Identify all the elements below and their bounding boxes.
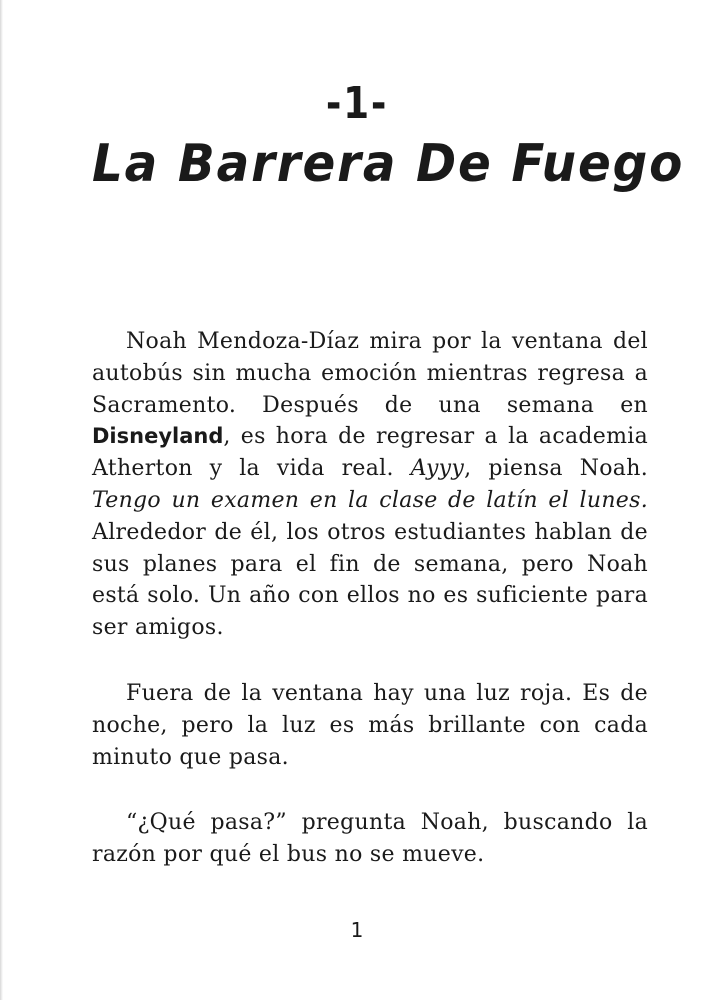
paragraph-1-part-3: , piensa Noah. xyxy=(464,456,648,482)
paragraph-1-part-2: , es hora de regresar a la academia Atherton y la vida real. xyxy=(92,424,648,482)
body-text xyxy=(92,326,648,905)
paragraph-1-italic-exclamation: Ayyy xyxy=(410,456,465,482)
paragraph-1-part-1: Noah Mendoza-Díaz mira por la ventana del autobús sin mucha emoción mientras regresa a Sacramento. Después de una semana en xyxy=(92,329,648,418)
paragraph-2: Fuera de la ventana hay una luz roja. Es de noche, pero la luz es más brillante con cada minuto que pasa. xyxy=(92,680,648,770)
paragraph-1 xyxy=(92,326,648,644)
brand-name-handwritten: Disneyland xyxy=(92,424,224,449)
page-edge-shadow xyxy=(0,0,3,1000)
paragraph-1-italic-thought: Tengo un examen en la clase de latín el lunes. xyxy=(92,487,648,513)
paragraph-3: “¿Qué pasa?” pregunta Noah, buscando la razón por qué el bus no se mueve. xyxy=(92,810,648,868)
paragraph-1-part-4: Alrededor de él, los otros estudiantes hablan de sus planes para el fin de semana, pero Noah está solo. Un año con ellos no es suficiente para ser amigos. xyxy=(92,519,648,641)
chapter-title: La Barrera De Fuego xyxy=(92,134,685,194)
chapter-number: -1- xyxy=(325,78,389,129)
page-number: 1 xyxy=(350,918,364,942)
